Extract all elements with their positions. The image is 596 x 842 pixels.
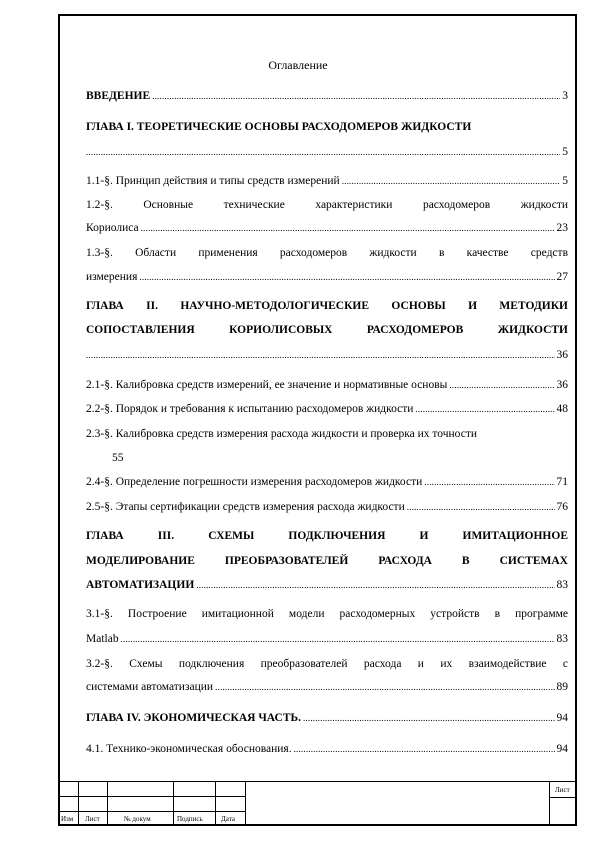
leader-dots xyxy=(86,348,555,362)
entry-text: АВТОМАТИЗАЦИИ xyxy=(86,579,195,591)
toc-entry-3-1-line1[interactable] xyxy=(86,607,568,621)
entry-page: 5 xyxy=(562,146,568,158)
leader-dots xyxy=(294,742,555,756)
toc-entry-chapter2-line1[interactable] xyxy=(86,299,568,313)
toc-entry-3-2-line2[interactable] xyxy=(86,680,568,694)
leader-dots xyxy=(407,500,555,514)
entry-text: ГЛАВА II. НАУЧНО-МЕТОДОЛОГИЧЕСКИЕ ОСНОВЫ И МЕТОДИКИ xyxy=(86,300,568,312)
stamp-label-signature: Подпись xyxy=(177,815,203,823)
toc-entry-2-4[interactable] xyxy=(86,475,568,489)
toc-entry-4-1[interactable] xyxy=(86,742,568,756)
page-frame xyxy=(58,14,577,826)
entry-text: МОДЕЛИРОВАНИЕ ПРЕОБРАЗОВАТЕЛЕЙ РАСХОДА В СИСТЕМАХ xyxy=(86,555,568,567)
entry-page: 94 xyxy=(556,743,568,755)
entry-text: ГЛАВА III. СХЕМЫ ПОДКЛЮЧЕНИЯ И ИМИТАЦИОННОЕ xyxy=(86,530,568,542)
toc-entry-chapter2-line3[interactable] xyxy=(86,348,568,362)
stamp-col-line xyxy=(215,781,216,826)
leader-dots xyxy=(86,145,560,159)
entry-page: 5 xyxy=(562,175,568,187)
toc-entry-chapter3-line2[interactable] xyxy=(86,554,568,568)
leader-dots xyxy=(449,378,554,392)
entry-text: измерения xyxy=(86,271,138,283)
entry-page: 83 xyxy=(556,579,568,591)
entry-text: 2.3-§. Калибровка средств измерения расхода жидкости и проверка их точности xyxy=(86,428,478,440)
entry-text: 2.4-§. Определение погрешности измерения расходомеров жидкости xyxy=(86,476,423,488)
entry-text: 4.1. Технико-экономическая обоснования. xyxy=(86,743,292,755)
entry-text: 2.1-§. Калибровка средств измерений, ее значение и нормативные основы xyxy=(86,379,448,391)
stamp-label-sheet: Лист xyxy=(555,786,570,794)
entry-text: 1.2-§. Основные технические характеристики расходомеров жидкости xyxy=(86,199,568,211)
leader-dots xyxy=(415,402,554,416)
entry-text: системами автоматизации xyxy=(86,681,214,693)
toc-entry-2-3-line1[interactable] xyxy=(86,427,568,441)
leader-dots xyxy=(215,680,554,694)
leader-dots xyxy=(424,475,554,489)
entry-text: 3.2-§. Схемы подключения преобразователей расхода и их взаимодействие с xyxy=(86,658,568,670)
toc-entry-2-2[interactable] xyxy=(86,402,568,416)
toc-entry-chapter1-line2[interactable] xyxy=(86,145,568,159)
entry-text: 1.1-§. Принцип действия и типы средств измерений xyxy=(86,175,340,187)
entry-text: 3.1-§. Построение имитационной модели расходомерных устройств в программе xyxy=(86,608,568,620)
entry-text: ГЛАВА IV. ЭКОНОМИЧЕСКАЯ ЧАСТЬ. xyxy=(86,712,301,724)
toc-entry-1-3-line1[interactable] xyxy=(86,246,568,260)
toc-entry-chapter4[interactable] xyxy=(86,711,568,725)
stamp-top-line xyxy=(58,781,577,782)
leader-dots xyxy=(303,711,555,725)
stamp-label-date: Дата xyxy=(221,815,235,823)
entry-text: 2.2-§. Порядок и требования к испытанию расходомеров жидкости xyxy=(86,403,414,415)
leader-dots xyxy=(139,270,554,284)
toc-entry-1-1[interactable] xyxy=(86,174,568,188)
stamp-col-line xyxy=(78,781,79,826)
toc-entry-1-2-line1[interactable] xyxy=(86,198,568,212)
entry-page: 48 xyxy=(556,403,568,415)
toc-entry-chapter3-line1[interactable] xyxy=(86,529,568,543)
entry-page: 76 xyxy=(556,501,568,513)
entry-text: 1.3-§. Области применения расходомеров жидкости в качестве средств xyxy=(86,247,568,259)
entry-page: 94 xyxy=(556,712,568,724)
stamp-col-line xyxy=(173,781,174,826)
toc-entry-2-3-line2[interactable] xyxy=(86,451,568,465)
entry-page: 89 xyxy=(556,681,568,693)
toc-entry-chapter2-line2[interactable] xyxy=(86,323,568,337)
leader-dots xyxy=(342,174,561,188)
entry-text: Matlab xyxy=(86,633,119,645)
stamp-col-line xyxy=(245,781,246,826)
toc-entry-1-3-line2[interactable] xyxy=(86,270,568,284)
entry-text: СОПОСТАВЛЕНИЯ КОРИОЛИСОВЫХ РАСХОДОМЕРОВ ЖИДКОСТИ xyxy=(86,324,568,336)
entry-page: 83 xyxy=(556,633,568,645)
toc-entry-3-2-line1[interactable] xyxy=(86,657,568,671)
stamp-label-list: Лист xyxy=(85,815,100,823)
stamp-label-izm: Изм xyxy=(61,815,74,823)
entry-page: 71 xyxy=(556,476,568,488)
title-block-stamp xyxy=(58,781,577,826)
leader-dots xyxy=(121,632,555,646)
leader-dots xyxy=(196,578,554,592)
stamp-row-line xyxy=(549,797,577,798)
stamp-col-line xyxy=(107,781,108,826)
toc-entry-1-2-line2[interactable] xyxy=(86,221,568,235)
entry-page: 27 xyxy=(556,271,568,283)
stamp-row-line xyxy=(58,811,245,812)
leader-dots xyxy=(141,221,555,235)
stamp-col-line xyxy=(549,781,550,826)
entry-text: ГЛАВА I. ТЕОРЕТИЧЕСКИЕ ОСНОВЫ РАСХОДОМЕРОВ ЖИДКОСТИ xyxy=(86,121,472,133)
entry-text: 2.5-§. Этапы сертификации средств измерения расхода жидкости xyxy=(86,501,405,513)
entry-text: ВВЕДЕНИЕ xyxy=(86,90,151,102)
toc-entry-2-1[interactable] xyxy=(86,378,568,392)
entry-text: Кориолиса xyxy=(86,222,139,234)
toc-entry-chapter3-line3[interactable] xyxy=(86,578,568,592)
entry-page: 55 xyxy=(112,452,124,464)
entry-page: 36 xyxy=(556,379,568,391)
toc-entry-chapter1-line1[interactable] xyxy=(86,120,568,134)
leader-dots xyxy=(152,89,560,103)
stamp-label-doc-num: № докум xyxy=(124,815,151,823)
entry-page: 3 xyxy=(562,90,568,102)
toc-title: Оглавление xyxy=(268,58,328,72)
toc-entry-3-1-line2[interactable] xyxy=(86,632,568,646)
stamp-row-line xyxy=(58,796,245,797)
toc-entry-introduction[interactable] xyxy=(86,89,568,103)
toc-entry-2-5[interactable] xyxy=(86,500,568,514)
entry-page: 36 xyxy=(556,349,568,361)
entry-page: 23 xyxy=(556,222,568,234)
